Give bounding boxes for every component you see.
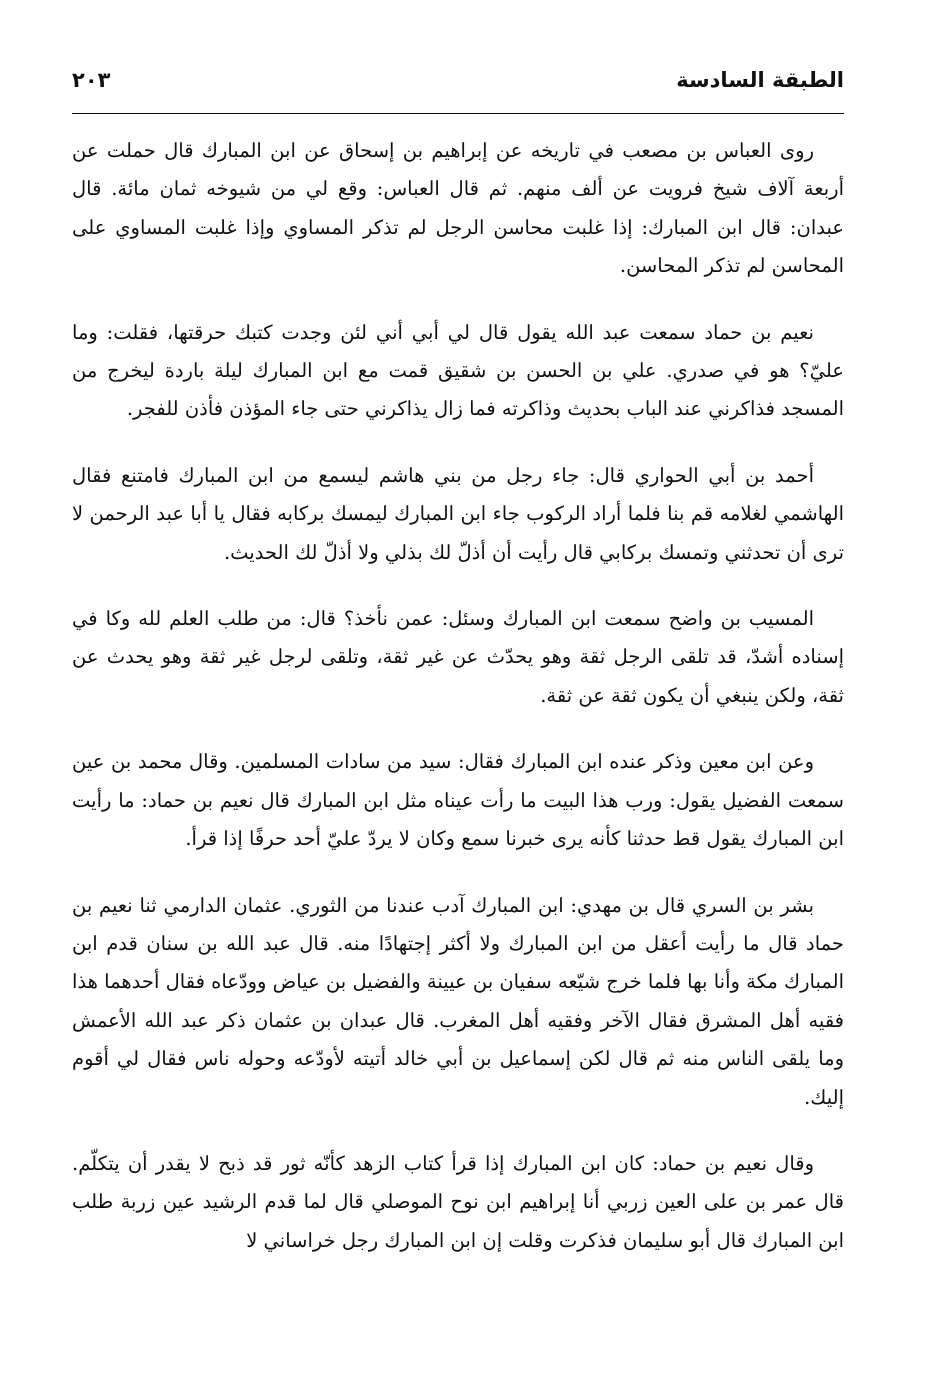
paragraph: وعن ابن معين وذكر عنده ابن المبارك فقال: سيد من سادات المسلمين. وقال محمد بن عين سمعت الفضيل يقول: ورب هذا البيت ما رأت عيناه مثل ابن المبارك قال نعيم بن حماد: ما رأيت ابن المبارك يقول قط حدثنا كأنه يرى خبرنا سمع وكان لا يردّ عليّ أحد حرفًا إذا قرأ. — [72, 750, 844, 851]
chapter-title: الطبقة السادسة — [676, 68, 844, 92]
paragraph: نعيم بن حماد سمعت عبد الله يقول قال لي أبي أني لئن وجدت كتبك حرقتها، فقلت: وما عليّ؟ هو في صدري. علي بن الحسن بن شقيق قمت مع ابن المبارك ليلة باردة ليخرج من المسجد فذاكرني عند الباب بحديث وذاكرته فما زال يذاكرني حتى جاء المؤذن فأذن للفجر. — [72, 320, 844, 421]
paragraph: أحمد بن أبي الحواري قال: جاء رجل من بني هاشم ليسمع من ابن المبارك فامتنع فقال الهاشمي لغلامه قم بنا فلما أراد الركوب جاء ابن المبارك ليمسك بركابه فقال يا أبا عبد الرحمن لا ترى أن تحدثني وتمسك بركابي قال رأيت أن أذلّ لك بذلي ولا أذلّ لك الحديث. — [72, 463, 844, 564]
body-text — [72, 132, 844, 1288]
paragraph: بشر بن السري قال بن مهدي: ابن المبارك آدب عندنا من الثوري. عثمان الدارمي ثنا نعيم بن حماد قال ما رأيت أعقل من ابن المبارك ولا أكثر إجتهادًا منه. قال عبد الله بن سنان قدم ابن المبارك مكة وأنا بها فلما خرج شيّعه سفيان بن عيينة والفضيل بن عياض وودّعاه فقال أحدهما هذا فقيه أهل المشرق فقال الآخر وفقيه أهل المغرب. قال عبدان بن عثمان ذكر عبد الله الأعمش وما يلقى الناس منه ثم قال لكن إسماعيل بن أبي خالد أتيته لأودّعه وحوله ناس فقال لي أقوم إليك. — [72, 893, 844, 1109]
paragraph: وقال نعيم بن حماد: كان ابن المبارك إذا قرأ كتاب الزهد كأنّه ثور قد ذبح لا يقدر أن يتكلّم. قال عمر بن على العين زربي أنا إبراهيم ابن نوح الموصلي قال لما قدم الرشيد عين زربة طلب ابن المبارك قال أبو سليمان فذكرت وقلت إن ابن المبارك رجل خراساني لا — [72, 1151, 844, 1252]
running-header — [72, 60, 844, 100]
paragraph: روى العباس بن مصعب في تاريخه عن إبراهيم بن إسحاق عن ابن المبارك قال حملت عن أربعة آلاف شيخ فرويت عن ألف منهم. ثم قال العباس: وقع لي من شيوخه ثمان مائة. قال عبدان: قال ابن المبارك: إذا غلبت محاسن الرجل لم تذكر المساوي وإذا غلبت المساوي على المحاسن لم تذكر المحاسن. — [72, 139, 844, 278]
header-divider — [72, 113, 844, 114]
paragraph: المسيب بن واضح سمعت ابن المبارك وسئل: عمن نأخذ؟ قال: من طلب العلم لله وكا في إسناده أشدّ، قد تلقى الرجل ثقة وهو يحدّث عن غير ثقة، وتلقى لرجل غير ثقة وهو يحدث عن ثقة، ولكن ينبغي أن يكون ثقة عن ثقة. — [72, 607, 844, 707]
page-number: ٢٠٣ — [72, 68, 111, 92]
